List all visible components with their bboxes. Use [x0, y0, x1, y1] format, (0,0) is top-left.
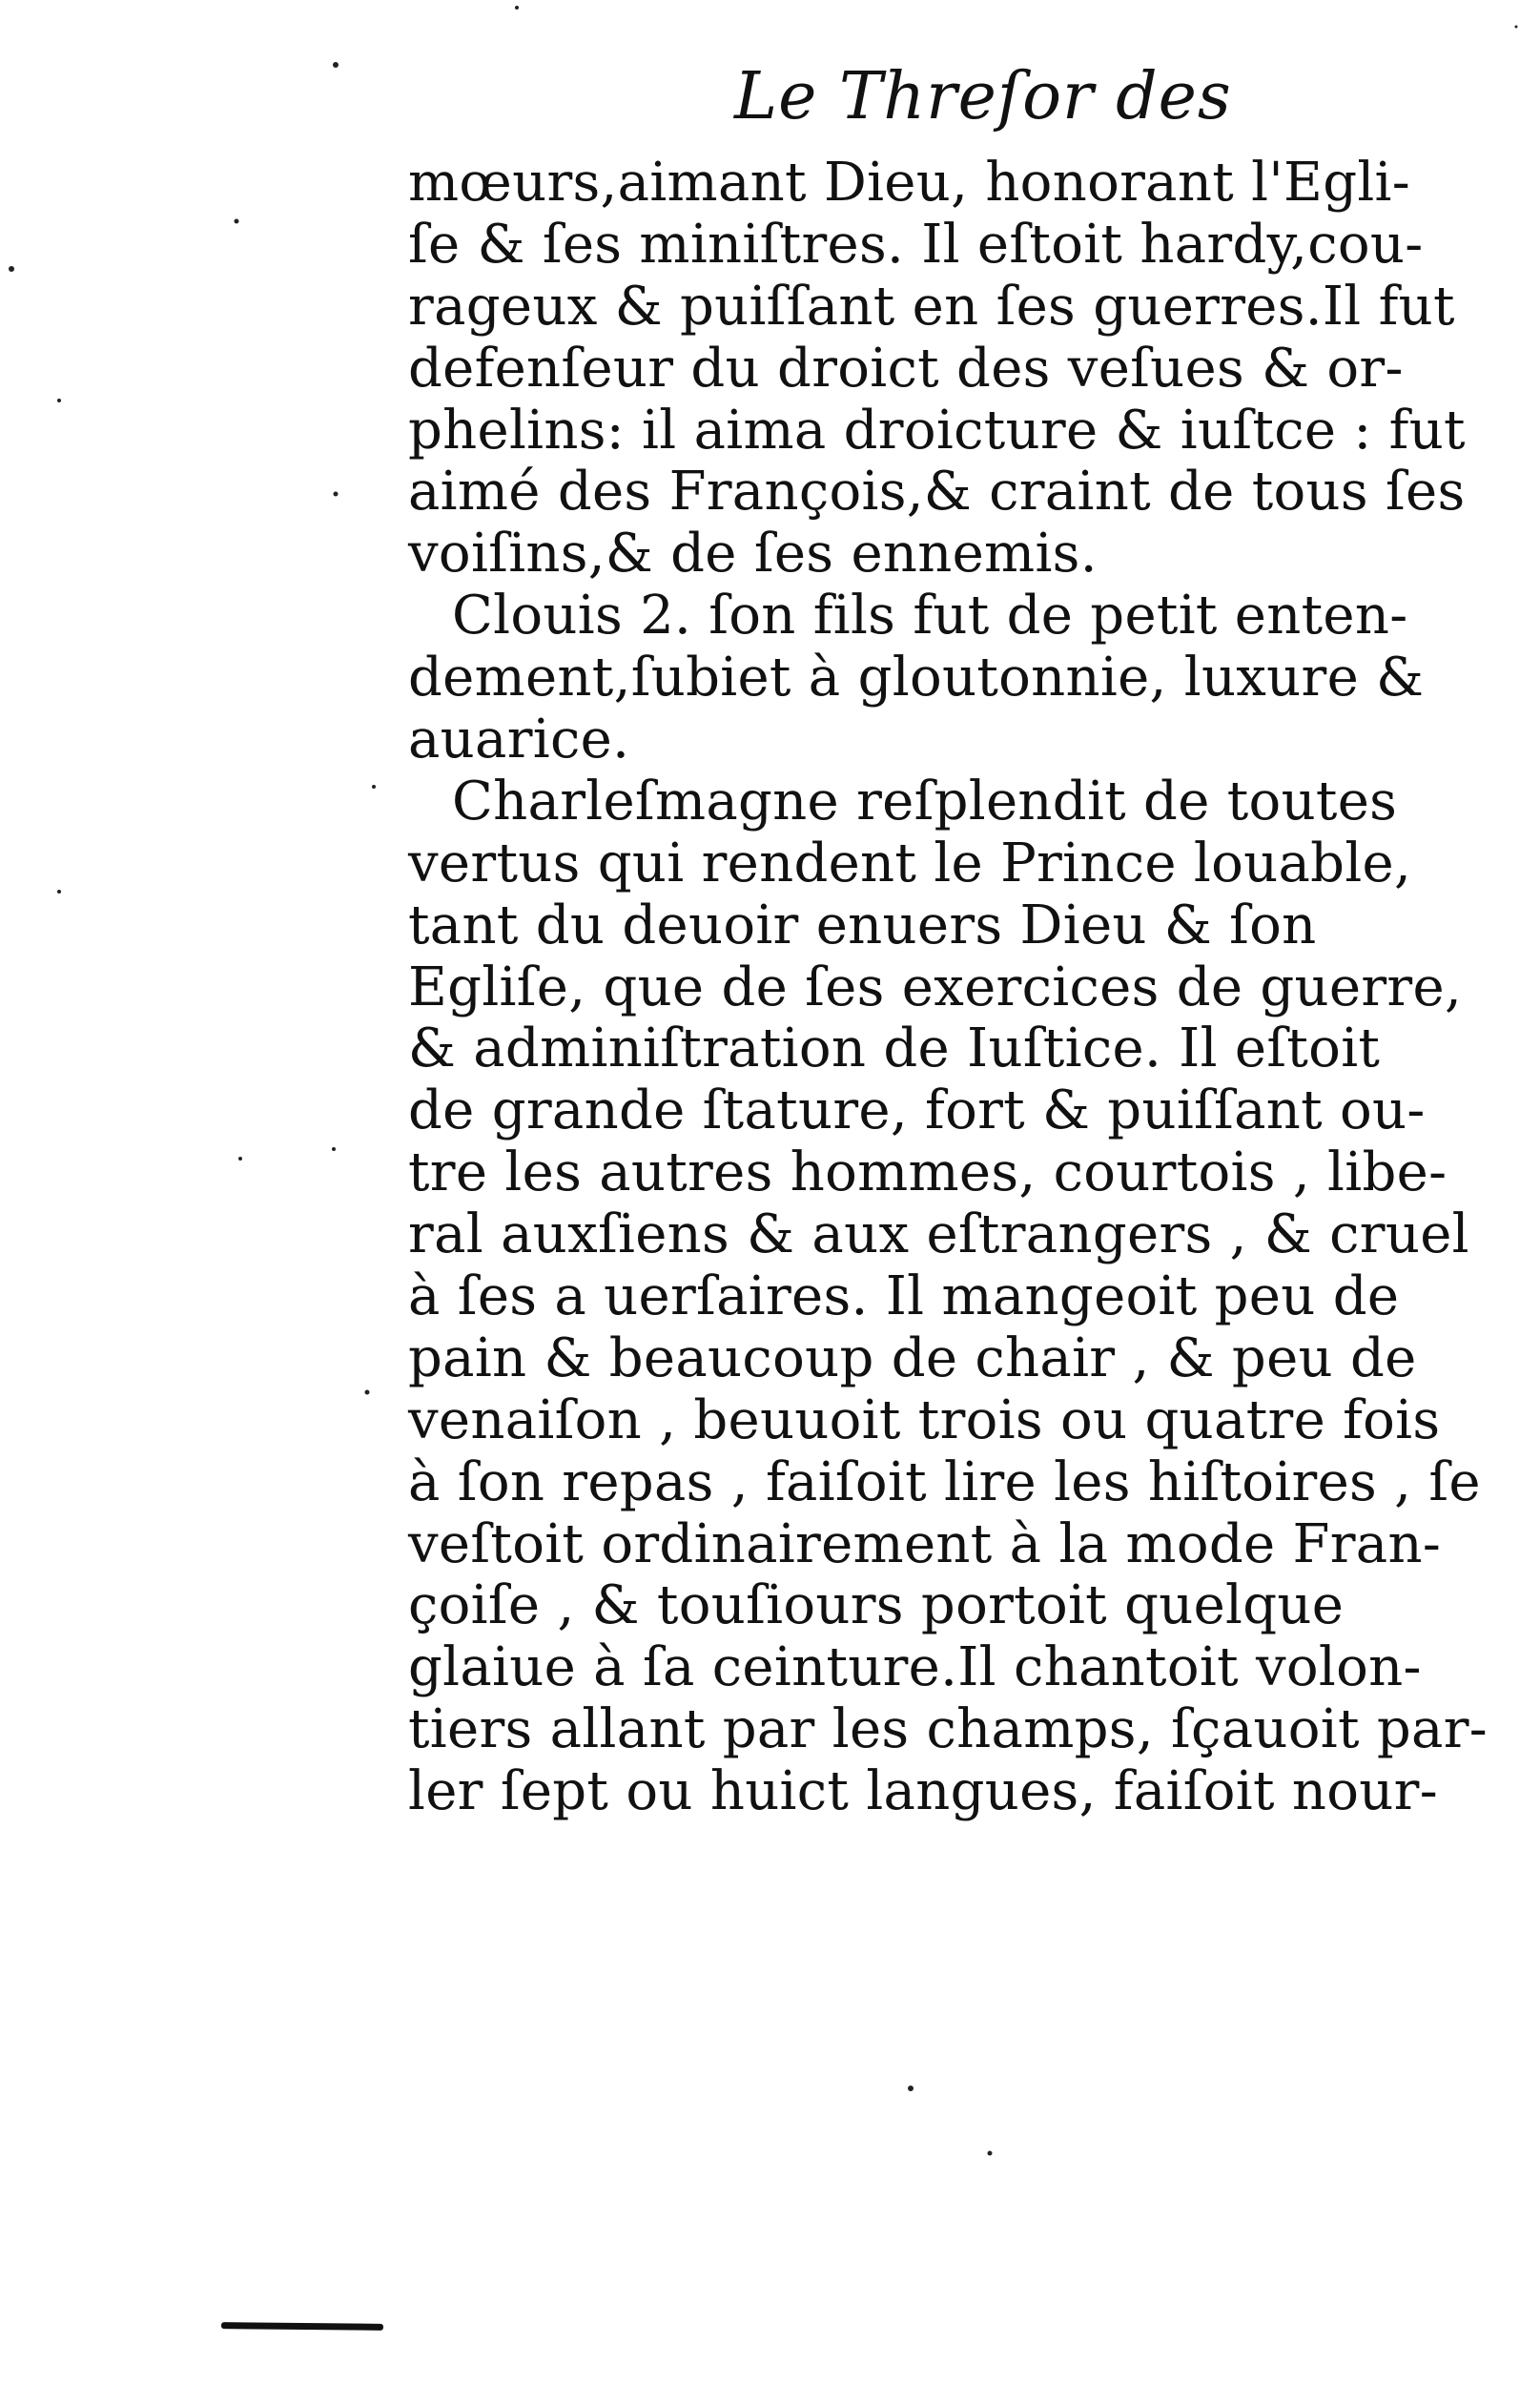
text-line: ral auxſiens & aux eſtrangers , & cruel — [408, 1203, 1469, 1266]
ink-speck — [57, 890, 61, 894]
text-line: defenſeur du droict des veſues & or- — [408, 337, 1404, 400]
ink-speck — [988, 2151, 993, 2156]
running-head: Le Threſor des — [734, 59, 1232, 134]
text-line: glaiue à ſa ceinture.Il chantoit volon- — [408, 1636, 1422, 1699]
text-line: auarice. — [408, 709, 630, 771]
ink-speck — [515, 6, 519, 10]
ink-speck — [9, 266, 14, 272]
text-line: venaiſon , beuuoit trois ou quatre fois — [408, 1388, 1441, 1451]
text-line: vertus qui rendent le Prince louable, — [408, 832, 1412, 894]
text-line: Egliſe, que de ſes exercices de guerre, — [408, 956, 1463, 1018]
ink-speck — [333, 62, 339, 68]
text-line: à ſes a uerſaires. Il mangeoit peu de — [408, 1265, 1400, 1328]
text-line: pain & beaucoup de chair , & peu de — [408, 1326, 1417, 1389]
text-line: de grande ſtature, fort & puiſſant ou- — [408, 1079, 1426, 1142]
text-line: mœurs,aimant Dieu, honorant l'Egli- — [408, 152, 1410, 214]
paragraph-start-line: Charleſmagne reſplendit de toutes — [452, 770, 1398, 832]
ink-speck — [1515, 26, 1518, 29]
text-line: voiſins,& de ſes ennemis. — [408, 523, 1098, 586]
ink-speck — [332, 1147, 336, 1151]
text-line: aimé des François,& craint de tous ſes — [408, 461, 1466, 524]
ink-speck — [238, 1157, 242, 1161]
text-line: ſe & ſes miniſtres. Il eſtoit hardy,cou- — [408, 213, 1424, 276]
text-line: & adminiſtration de Iuſtice. Il eſtoit — [408, 1017, 1381, 1080]
ink-speck — [334, 492, 339, 497]
ink-speck — [365, 1390, 370, 1395]
text-line: tiers allant par les champs, ſçauoit par- — [408, 1698, 1489, 1761]
text-line: à ſon repas , faiſoit lire les hiſtoires , ſe — [408, 1450, 1481, 1513]
ink-speck — [908, 2086, 914, 2091]
text-line: çoiſe , & touſiours portoit quelque — [408, 1574, 1345, 1637]
paragraph-start-line: Clouis 2. ſon fils fut de petit enten- — [452, 585, 1408, 647]
text-line: tre les autres hommes, courtois , libe- — [408, 1141, 1448, 1204]
ink-speck — [372, 785, 376, 789]
ink-speck — [57, 399, 61, 402]
text-line: ler ſept ou huict langues, faiſoit nour- — [408, 1760, 1438, 1823]
text-line: veſtoit ordinairement à la mode Fran- — [408, 1512, 1442, 1575]
text-line: dement,ſubiet à gloutonnie, luxure & — [408, 647, 1425, 709]
text-line: tant du deuoir enuers Dieu & ſon — [408, 894, 1317, 956]
text-line: phelins: il aima droicture & iuſtce : fut — [408, 399, 1466, 462]
ink-speck — [235, 219, 239, 224]
text-line: rageux & puiſſant en ſes guerres.Il fut — [408, 275, 1455, 338]
